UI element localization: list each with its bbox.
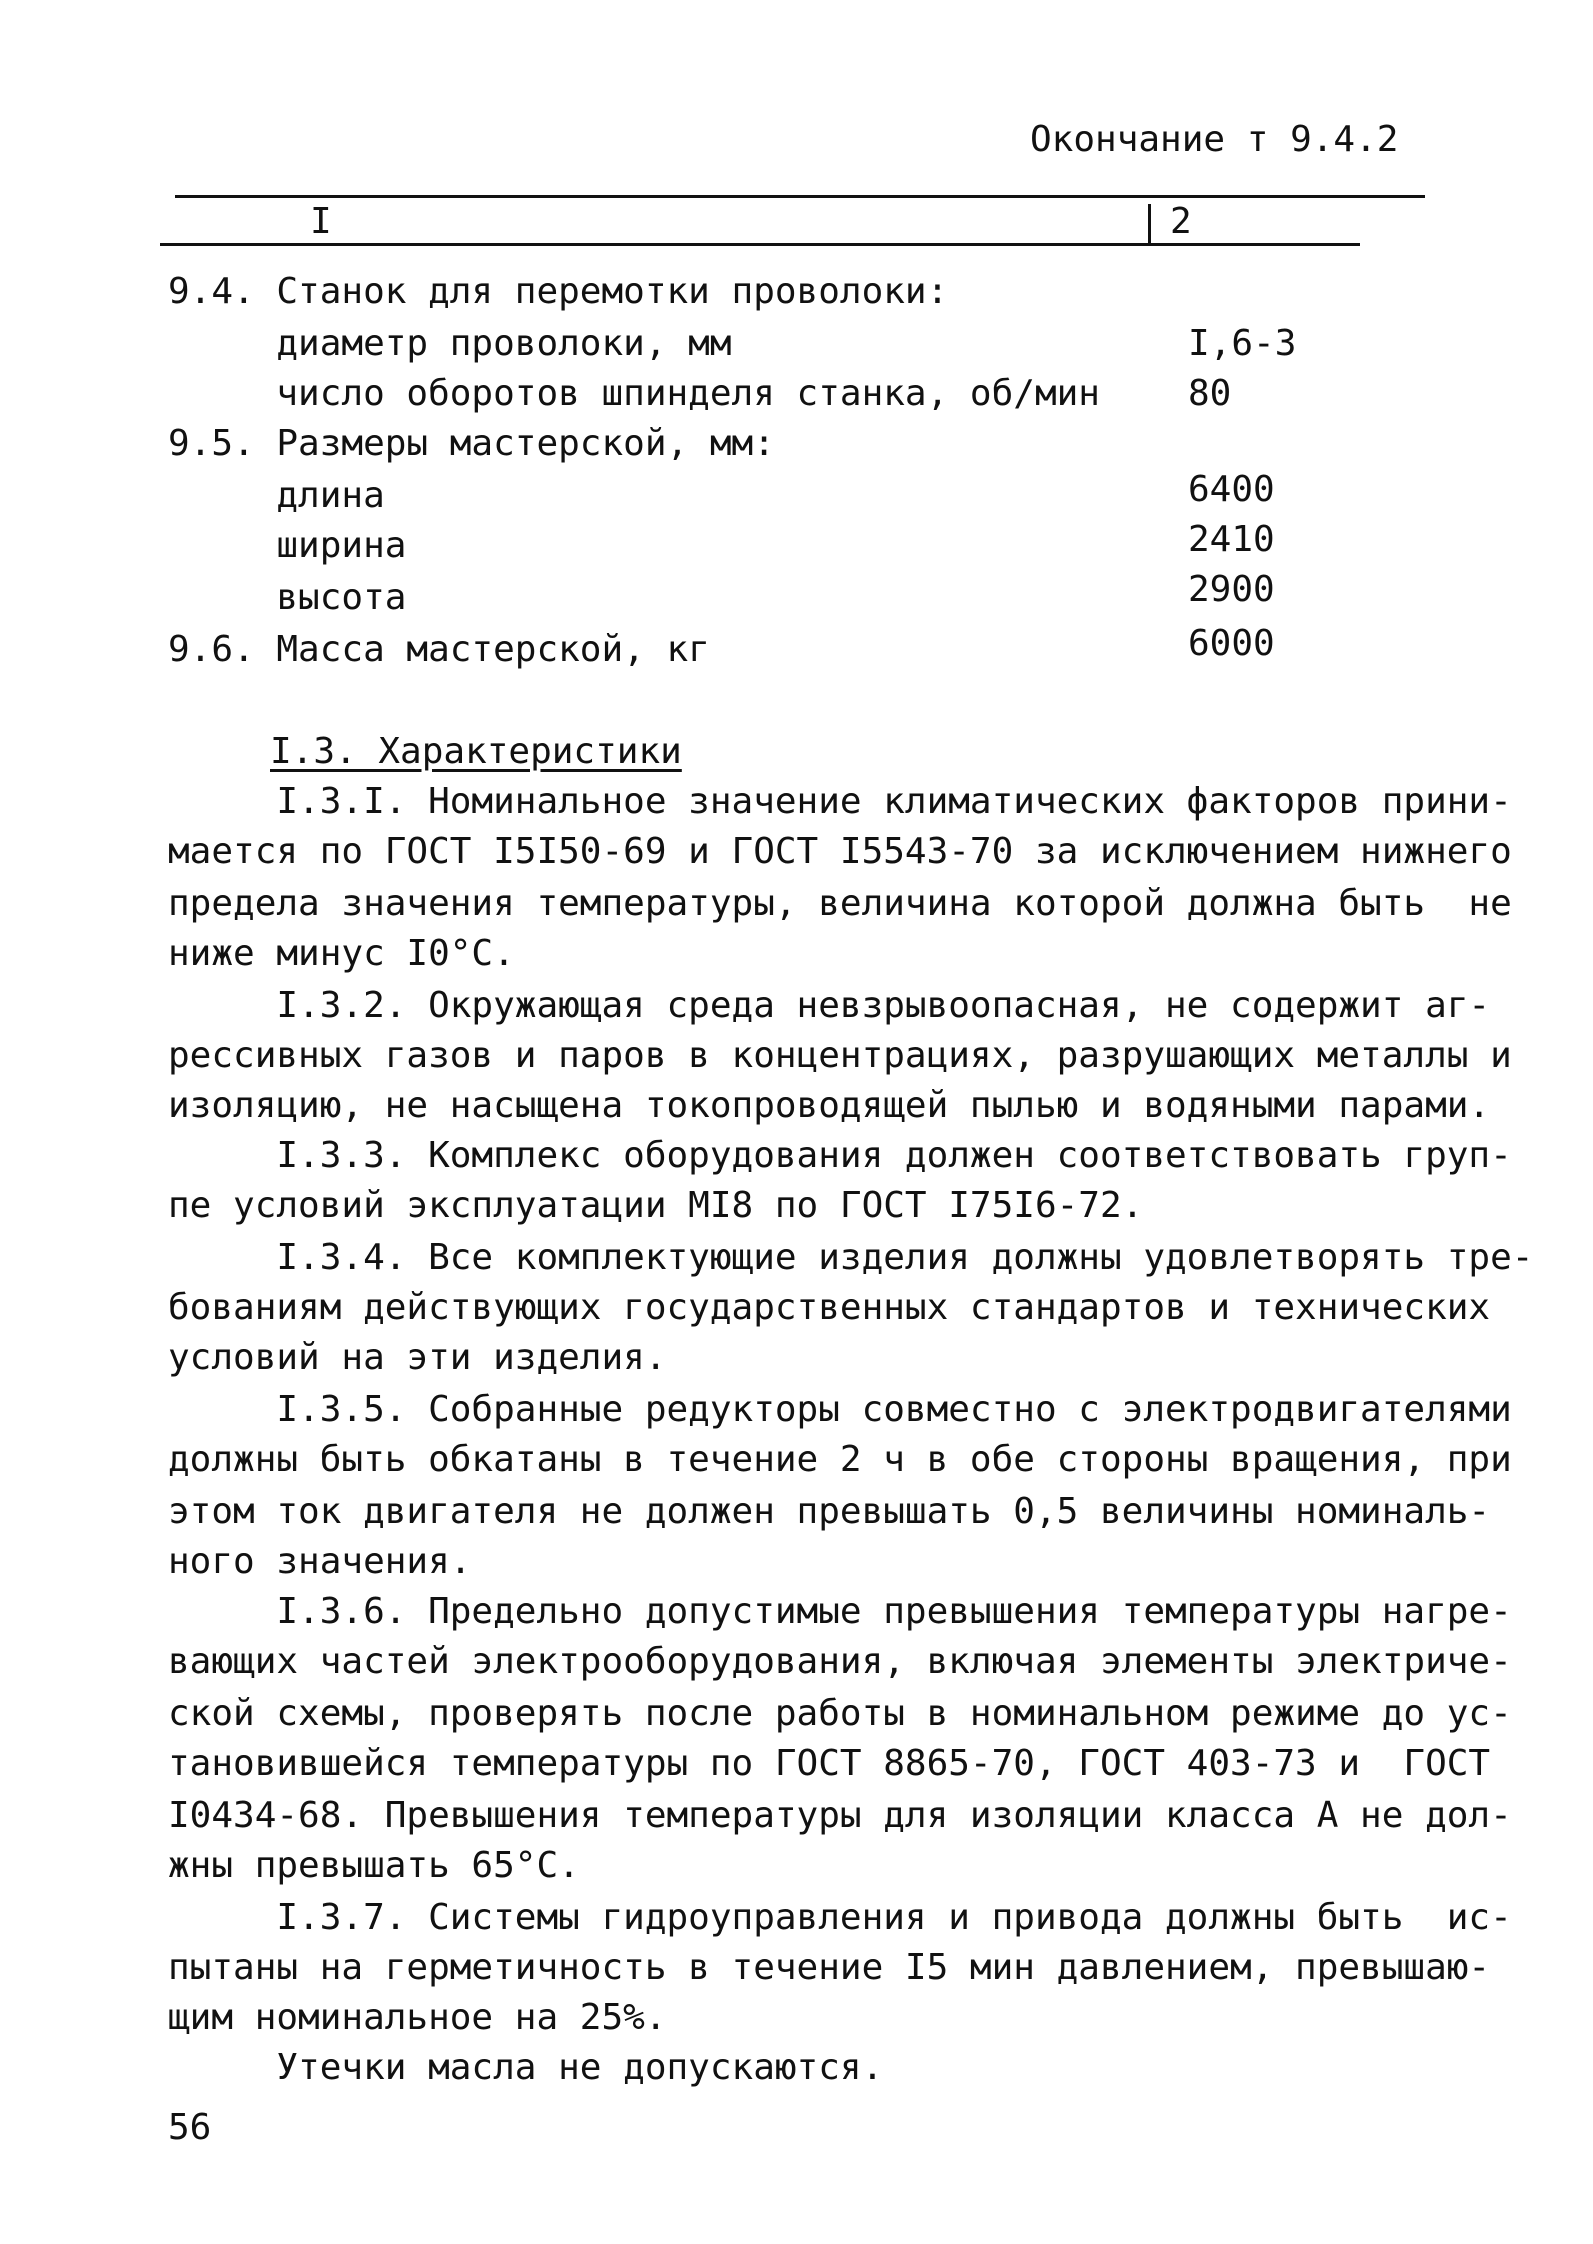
body-line: I.3.3. Комплекс оборудования должен соответствовать груп- <box>168 1135 1512 1176</box>
body-line: изоляцию, не насыщена токопроводящей пылью и водяными парами. <box>168 1085 1491 1126</box>
table-column-divider <box>1148 204 1151 244</box>
body-line: I.3.6. Предельно допустимые превышения температуры нагре- <box>168 1591 1512 1632</box>
body-line: вающих частей электрооборудования, включая элементы электриче- <box>168 1641 1512 1682</box>
page-number: 56 <box>168 2107 212 2148</box>
table-row-label: диаметр проволоки, мм <box>168 323 732 364</box>
body-line: бованиям действующих государственных стандартов и технических <box>168 1287 1491 1328</box>
table-row-label: ширина <box>168 525 407 566</box>
body-line: пытаны на герметичность в течение I5 мин давлением, превышаю- <box>168 1947 1491 1988</box>
table-row-label: число оборотов шпинделя станка, об/мин <box>168 373 1100 414</box>
body-line: I.3.5. Собранные редукторы совместно с электродвигателями <box>168 1389 1512 1430</box>
table-row-label: 9.4. Станок для перемотки проволоки: <box>168 271 949 312</box>
table-column-header-2: 2 <box>1170 201 1192 242</box>
table-column-header-1: I <box>310 201 332 242</box>
body-line: I.3.4. Все комплектующие изделия должны удовлетворять тре- <box>168 1237 1534 1278</box>
body-line: жны превышать 65°C. <box>168 1845 580 1886</box>
table-row-label: высота <box>168 577 407 618</box>
table-row-value: 80 <box>1188 373 1232 414</box>
table-row-value: 2900 <box>1188 569 1275 610</box>
body-line: ской схемы, проверять после работы в номинальном режиме до ус- <box>168 1693 1512 1734</box>
body-line: I.3.2. Окружающая среда невзрывоопасная, не содержит аг- <box>168 985 1491 1026</box>
section-heading: I.3. Характеристики <box>270 731 682 772</box>
table-row-value: I,6-3 <box>1188 323 1297 364</box>
body-line: предела значения температуры, величина которой должна быть не <box>168 883 1512 924</box>
table-top-rule <box>175 195 1425 198</box>
table-row-label: длина <box>168 475 385 516</box>
body-line: ного значения. <box>168 1541 472 1582</box>
body-line: I.3.I. Номинальное значение климатических факторов прини- <box>168 781 1512 822</box>
body-line: пе условий эксплуатации МI8 по ГОСТ I75I6-72. <box>168 1185 1144 1226</box>
body-line: I.3.7. Системы гидроуправления и привода должны быть ис- <box>168 1897 1512 1938</box>
body-line: I0434-68. Превышения температуры для изоляции класса А не дол- <box>168 1795 1512 1836</box>
body-line: ниже минус I0°C. <box>168 933 515 974</box>
body-line: должны быть обкатаны в течение 2 ч в обе стороны вращения, при <box>168 1439 1512 1480</box>
table-row-label: 9.5. Размеры мастерской, мм: <box>168 423 775 464</box>
body-line: этом ток двигателя не должен превышать 0,5 величины номиналь- <box>168 1491 1491 1532</box>
body-line: тановившейся температуры по ГОСТ 8865-70, ГОСТ 403-73 и ГОСТ <box>168 1743 1491 1784</box>
body-line: условий на эти изделия. <box>168 1337 667 1378</box>
body-line: рессивных газов и паров в концентрациях, разрушающих металлы и <box>168 1035 1512 1076</box>
table-row-label: 9.6. Масса мастерской, кг <box>168 629 710 670</box>
body-line: мается по ГОСТ I5I50-69 и ГОСТ I5543-70 за исключением нижнего <box>168 831 1512 872</box>
body-line: Утечки масла не допускаются. <box>168 2047 884 2088</box>
table-row-value: 6000 <box>1188 623 1275 664</box>
table-continuation-title: Окончание т 9.4.2 <box>1030 119 1399 160</box>
body-line: щим номинальное на 25%. <box>168 1997 667 2038</box>
table-row-value: 6400 <box>1188 469 1275 510</box>
table-row-value: 2410 <box>1188 519 1275 560</box>
